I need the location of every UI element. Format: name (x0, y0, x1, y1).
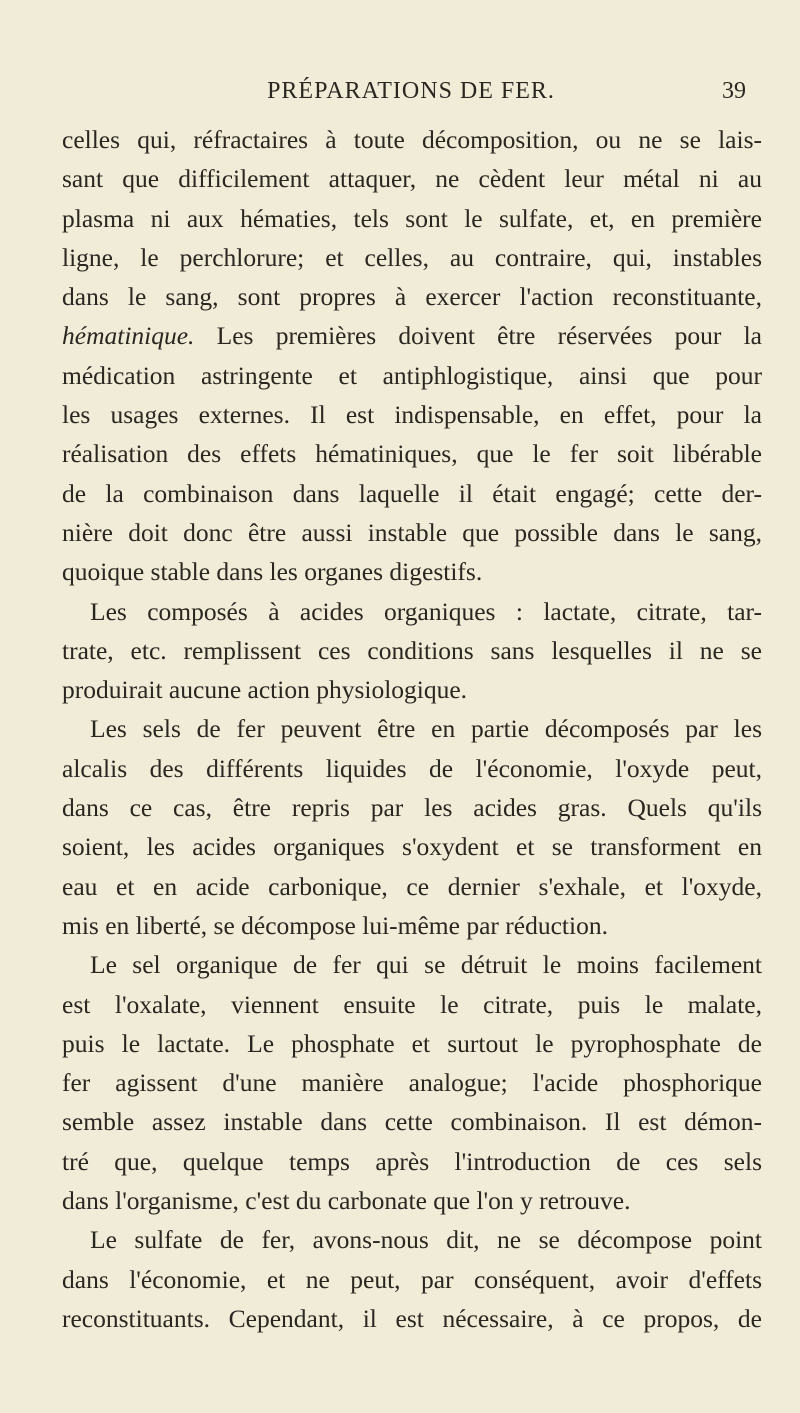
italic-term: hématinique. (62, 321, 195, 351)
text-line-22: Le sel organique de fer qui se détruit le moins facilement (90, 950, 762, 980)
text-line-16: Les sels de fer peuvent être en partie décomposés par les (90, 714, 762, 744)
running-head (62, 78, 760, 112)
text-line-28: dans l'organisme, c'est du carbonate que l'on y retrouve. (62, 1186, 631, 1216)
text-line-25: fer agissent d'une manière analogue; l'acide phosphorique (62, 1068, 762, 1098)
text-line-7: médication astringente et antiphlogistique, ainsi que pour (62, 360, 762, 390)
text-line-9: réalisation des effets hématiniques, que le fer soit libérable (62, 439, 762, 469)
text-line-26: semble assez instable dans cette combinaison. Il est démon- (62, 1107, 762, 1137)
text-line-24: puis le lactate. Le phosphate et surtout le pyrophosphate de (62, 1028, 762, 1058)
text-line-1: celles qui, réfractaires à toute décomposition, ou ne se lais- (62, 125, 762, 154)
text-line-31: reconstituants. Cependant, il est nécessaire, à ce propos, de (62, 1303, 762, 1333)
text-line-14: trate, etc. remplissent ces conditions sans lesquelles il ne se (62, 635, 762, 665)
text-line-6 (62, 316, 762, 355)
text-line-29: Le sulfate de fer, avons-nous dit, ne se décompose point (90, 1225, 762, 1255)
text-line-27: tré que, quelque temps après l'introduction de ces sels (62, 1146, 762, 1176)
text-line-17: alcalis des différents liquides de l'économie, l'oxyde peut, (62, 753, 762, 783)
text-line-18: dans ce cas, être repris par les acides gras. Quels qu'ils (62, 793, 762, 823)
text-line-2: sant que difficilement attaquer, ne cèdent leur métal ni au (62, 164, 762, 194)
page-number: 39 (722, 78, 746, 104)
text-line-30: dans l'économie, et ne peut, par conséquent, avoir d'effets (62, 1264, 762, 1294)
body-text (62, 120, 762, 1338)
text-line-10: de la combinaison dans laquelle il était engagé; cette der- (62, 478, 762, 508)
text-line-8: les usages externes. Il est indispensable, en effet, pour la (62, 400, 762, 430)
running-title: PRÉPARATIONS DE FER. (267, 78, 555, 104)
text-line-23: est l'oxalate, viennent ensuite le citrate, puis le malate, (62, 989, 762, 1019)
text-line-11: nière doit donc être aussi instable que possible dans le sang, (62, 517, 762, 547)
text-line-15: produirait aucune action physiologique. (62, 675, 468, 705)
text-line-3: plasma ni aux hématies, tels sont le sulfate, et, en première (62, 203, 762, 233)
text-line-21: mis en liberté, se décompose lui-même par réduction. (62, 910, 608, 940)
text-line-6-rest: Les premières doivent être réservées pour la (194, 321, 762, 351)
text-line-12: quoique stable dans les organes digestifs. (62, 557, 483, 587)
text-line-13: Les composés à acides organiques : lactate, citrate, tar- (90, 596, 762, 626)
text-line-19: soient, les acides organiques s'oxydent et se transforment en (62, 832, 762, 862)
text-line-20: eau et en acide carbonique, ce dernier s'exhale, et l'oxyde, (62, 871, 762, 901)
text-line-5: dans le sang, sont propres à exercer l'action reconstituante, (62, 282, 762, 312)
text-line-4: ligne, le perchlorure; et celles, au contraire, qui, instables (62, 242, 762, 272)
